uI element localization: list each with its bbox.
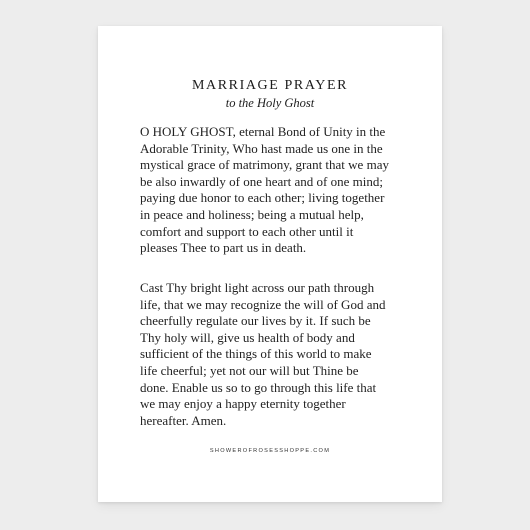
text-line: mystical grace of matrimony, grant that we may bbox=[140, 157, 389, 173]
text-line: pleases Thee to part us in death. bbox=[140, 240, 307, 256]
card-title: MARRIAGE PRAYER bbox=[191, 78, 349, 93]
text-line: life, that we may recognize the will of God and bbox=[140, 296, 386, 312]
text-line: hereafter. Amen. bbox=[140, 412, 227, 428]
prayer-card bbox=[98, 26, 442, 502]
text-line: life cheerful; yet not our will but Thine be bbox=[140, 362, 359, 378]
text-line: be also inwardly of one heart and of one mind; bbox=[140, 173, 383, 189]
card-subtitle: to the Holy Ghost bbox=[225, 96, 315, 110]
prayer-paragraph-1 bbox=[140, 124, 408, 257]
text-line: paying due honor to each other; living together bbox=[140, 190, 385, 206]
text-line: comfort and support to each other until it bbox=[140, 223, 354, 239]
text-line: we may enjoy a happy eternity together bbox=[140, 396, 346, 412]
text-line: Thy holy will, give us health of body and bbox=[140, 329, 355, 345]
text-line: in peace and holiness; being a mutual help, bbox=[140, 206, 364, 222]
text-line: sufficient of the things of this world to make bbox=[140, 346, 372, 362]
prayer-paragraph-2 bbox=[140, 280, 408, 429]
text-line: Cast Thy bright light across our path through bbox=[140, 280, 375, 295]
website-footer: SHOWEROFROSESSHOPPE.COM bbox=[209, 448, 331, 454]
text-line: cheerfully regulate our lives by it. If such be bbox=[140, 313, 371, 329]
text-line: O HOLY GHOST, eternal Bond of Unity in the bbox=[140, 124, 386, 139]
text-line: done. Enable us so to go through this life that bbox=[140, 379, 377, 395]
text-line: Adorable Trinity, Who hast made us one in the bbox=[140, 140, 383, 156]
